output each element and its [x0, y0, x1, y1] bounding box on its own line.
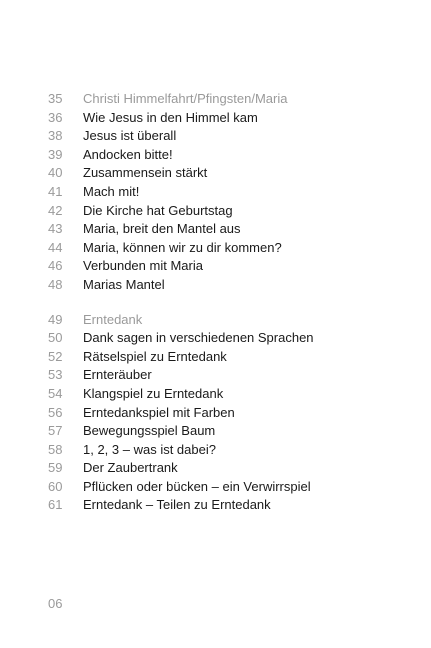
toc-entry: [48, 366, 418, 385]
page-number: 57: [48, 423, 63, 439]
page-folio: 06: [48, 596, 63, 611]
entry-title: Mach mit!: [83, 183, 140, 199]
entry-title: Marias Mantel: [83, 276, 165, 292]
toc-entry: [48, 422, 418, 441]
section-heading: [48, 311, 418, 330]
toc-entry: [48, 329, 418, 348]
page-number: 39: [48, 146, 63, 162]
toc-entry: [48, 257, 418, 276]
page-number: 41: [48, 183, 63, 199]
toc-entry: [48, 202, 418, 221]
entry-title: Klangspiel zu Erntedank: [83, 385, 224, 401]
page-number: 52: [48, 348, 63, 364]
entry-title: Maria, breit den Mantel aus: [83, 221, 241, 237]
page-number: 36: [48, 109, 63, 125]
entry-title: Dank sagen in verschiedenen Sprachen: [83, 330, 314, 346]
entry-title: Rätselspiel zu Erntedank: [83, 348, 227, 364]
page-number: 56: [48, 404, 63, 420]
toc-entry: [48, 385, 418, 404]
entry-title: Wie Jesus in den Himmel kam: [83, 109, 258, 125]
entry-title: Die Kirche hat Geburtstag: [83, 202, 233, 218]
page-number: 49: [48, 311, 63, 327]
page-number: 59: [48, 460, 63, 476]
page-number: 54: [48, 385, 63, 401]
page-number: 44: [48, 239, 63, 255]
toc-section-pfingsten: [48, 90, 418, 295]
toc-entry: [48, 127, 418, 146]
section-title: Christi Himmelfahrt/Pfingsten/Maria: [83, 91, 288, 106]
toc-entry: [48, 276, 418, 295]
page-number: 50: [48, 330, 63, 346]
entry-title: Zusammensein stärkt: [83, 165, 208, 181]
entry-title: Bewegungsspiel Baum: [83, 423, 216, 439]
page-number: 42: [48, 202, 63, 218]
toc-entry: [48, 183, 418, 202]
page-number: 46: [48, 258, 63, 274]
toc-entry: [48, 441, 418, 460]
section-title: Erntedank: [83, 311, 143, 327]
toc-entry: [48, 459, 418, 478]
entry-title: Maria, können wir zu dir kommen?: [83, 239, 282, 255]
page-number: 48: [48, 276, 63, 292]
toc-entry: [48, 220, 418, 239]
toc-entry: [48, 348, 418, 367]
toc-entry: [48, 404, 418, 423]
page-number: 43: [48, 221, 63, 237]
toc-entry: [48, 496, 418, 515]
page-number: 53: [48, 367, 63, 383]
entry-title: Ernteräuber: [83, 367, 152, 383]
toc-entry: [48, 109, 418, 128]
entry-title: Pflücken oder bücken – ein Verwirrspiel: [83, 478, 311, 494]
page-number: 40: [48, 165, 63, 181]
entry-title: Der Zaubertrank: [83, 460, 178, 476]
toc-entry: [48, 146, 418, 165]
toc-entry: [48, 164, 418, 183]
toc-entry: [48, 239, 418, 258]
entry-title: Jesus ist überall: [83, 128, 177, 144]
toc-section-erntedank: [48, 311, 418, 516]
page-number: 61: [48, 497, 63, 513]
page-number: 60: [48, 478, 63, 494]
entry-title: 1, 2, 3 – was ist dabei?: [83, 441, 216, 457]
section-heading: [48, 90, 418, 109]
toc-entry: [48, 478, 418, 497]
page-number: 38: [48, 128, 63, 144]
page-number: 35: [48, 91, 63, 106]
page-number: 58: [48, 441, 63, 457]
entry-title: Verbunden mit Maria: [83, 258, 203, 274]
entry-title: Erntedank – Teilen zu Erntedank: [83, 497, 271, 513]
entry-title: Erntedankspiel mit Farben: [83, 404, 235, 420]
table-of-contents: [48, 90, 418, 515]
entry-title: Andocken bitte!: [83, 146, 173, 162]
